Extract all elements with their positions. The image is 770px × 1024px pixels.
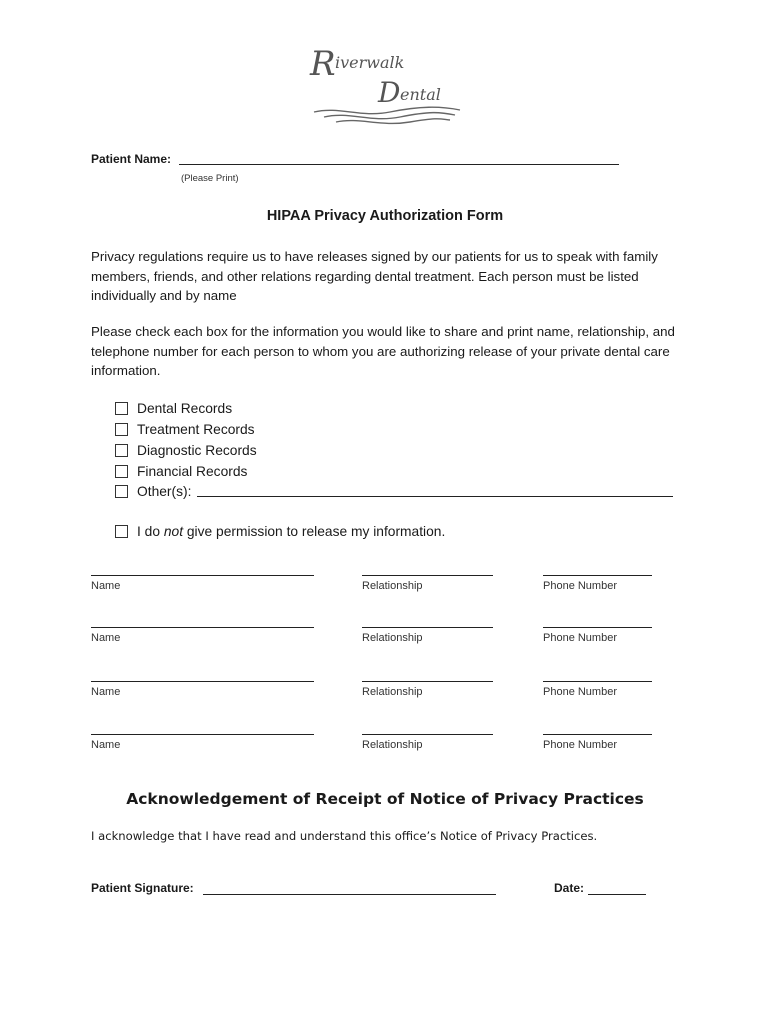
riverwalk-dental-logo-graphic [300,40,470,130]
deny-text-after: give permission to release my information. [183,523,446,539]
name-caption: Name [91,739,121,751]
checkbox-treatment-records[interactable] [115,419,255,439]
checkbox-deny-permission[interactable] [115,521,445,541]
name-caption: Name [91,686,121,698]
intro-paragraph: Privacy regulations require us to have releases signed by our patients for us to speak with family members, friends, and other relations regarding dental treatment. Each person must be listed individually and by name [91,249,658,303]
contact-phone-field[interactable] [543,575,652,576]
checkbox-dental-records[interactable] [115,398,232,418]
practice-logo [300,40,470,130]
checkbox-label: Other(s): [137,483,192,499]
checkbox-label: Treatment Records [137,421,255,437]
patient-name-label: Patient Name: [91,152,172,166]
logo-line1: iverwalk [335,53,405,72]
contact-relationship-field[interactable] [362,734,493,735]
contact-phone-field[interactable] [543,734,652,735]
contact-relationship-field[interactable] [362,627,493,628]
relationship-caption: Relationship [362,686,423,698]
name-caption: Name [91,580,121,592]
contact-name-field[interactable] [91,734,314,735]
checkbox-others[interactable] [115,481,673,501]
deny-emphasis: not [163,523,184,539]
checkbox-label: Financial Records [137,463,248,479]
relationship-caption: Relationship [362,580,423,592]
date-field[interactable] [588,894,646,895]
contact-phone-field[interactable] [543,681,652,682]
checkbox-icon[interactable] [115,485,128,498]
svg-text:D: D [378,76,401,109]
acknowledgement-title: Acknowledgement of Receipt of Notice of Privacy Practices [126,790,644,808]
checkbox-icon[interactable] [115,423,128,436]
contact-name-field[interactable] [91,575,314,576]
form-title: HIPAA Privacy Authorization Form [266,208,504,224]
contact-relationship-field[interactable] [362,681,493,682]
checkbox-diagnostic-records[interactable] [115,440,257,460]
phone-caption: Phone Number [543,632,617,644]
svg-text:R: R [310,44,336,84]
patient-signature-field[interactable] [203,894,496,895]
checkbox-icon[interactable] [115,402,128,415]
contact-name-field[interactable] [91,681,314,682]
acknowledgement-text: I acknowledge that I have read and understand this office’s Notice of Privacy Practices. [91,829,598,843]
checkbox-financial-records[interactable] [115,461,247,481]
relationship-caption: Relationship [362,739,423,751]
checkbox-icon[interactable] [115,465,128,478]
checkbox-label: Diagnostic Records [137,442,257,458]
checkbox-icon[interactable] [115,525,128,538]
contact-relationship-field[interactable] [362,575,493,576]
checkbox-label: Dental Records [137,400,233,416]
name-caption: Name [91,632,121,644]
please-print-hint: (Please Print) [181,173,239,184]
logo-line2: ental [400,85,441,104]
date-label: Date: [554,881,585,895]
others-field[interactable] [197,496,673,497]
patient-name-field[interactable] [179,164,619,165]
phone-caption: Phone Number [543,686,617,698]
relationship-caption: Relationship [362,632,423,644]
contact-name-field[interactable] [91,627,314,628]
phone-caption: Phone Number [543,580,617,592]
checkbox-icon[interactable] [115,444,128,457]
instructions-paragraph: Please check each box for the information you would like to share and print name, relationship, and telephone number for each person to whom you are authorizing release of your private dental care information. [91,324,675,378]
patient-signature-label: Patient Signature: [91,881,194,895]
phone-caption: Phone Number [543,739,617,751]
contact-phone-field[interactable] [543,627,652,628]
deny-text-before: I do [137,523,164,539]
